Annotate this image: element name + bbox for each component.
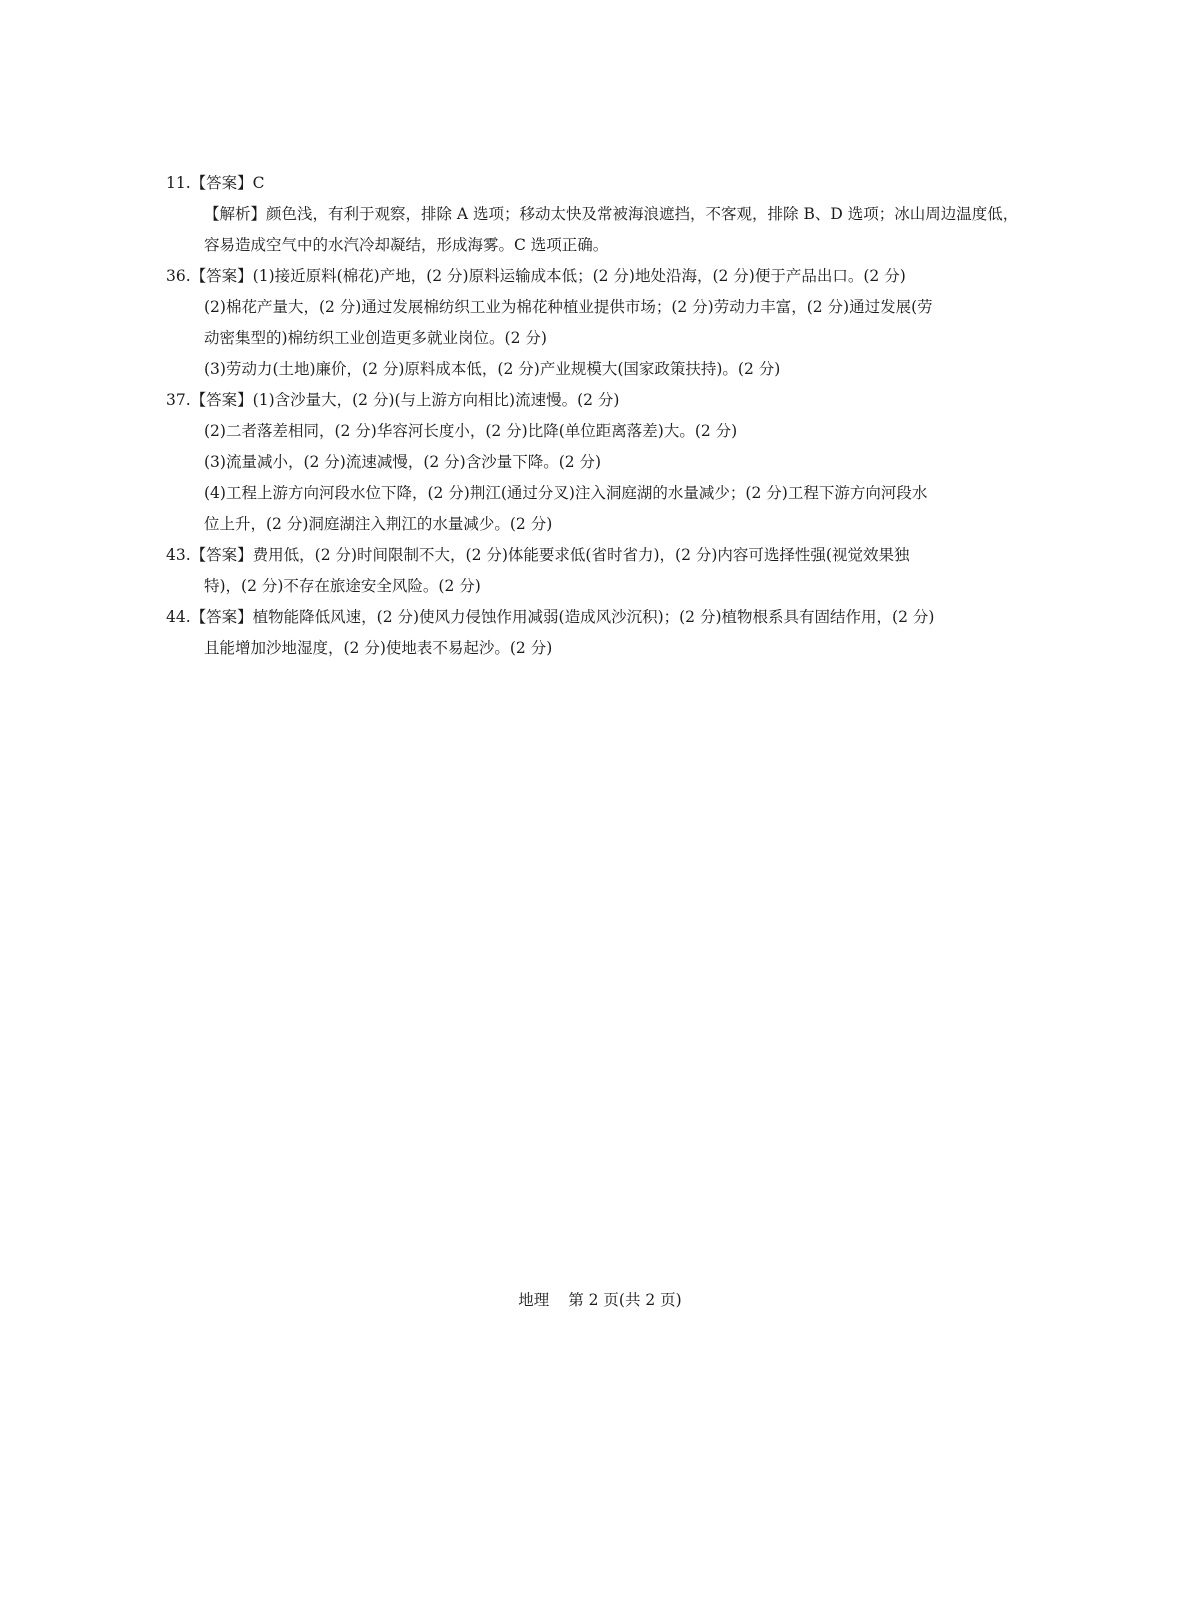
- answer-line: 【答案】费用低，(2 分)时间限制不大，(2 分)体能要求低(省时省力)，(2 分)内容可选择性强(视觉效果独: [190, 546, 910, 564]
- answer-line: 【答案】植物能降低风速，(2 分)使风力侵蚀作用减弱(造成风沙沉积)；(2 分)植物根系具有固结作用，(2 分): [190, 608, 935, 626]
- question-number: 43.: [166, 546, 191, 564]
- question-number: 11.: [166, 174, 191, 192]
- answer-line: 且能增加沙地湿度，(2 分)使地表不易起沙。(2 分): [204, 639, 553, 657]
- answer-line: (4)工程上游方向河段水位下降，(2 分)荆江(通过分叉)注入洞庭湖的水量减少；(2 分)工程下游方向河段水: [204, 484, 928, 502]
- answer-line: 【答案】C: [190, 174, 265, 192]
- answer-line: (2)棉花产量大，(2 分)通过发展棉纺织工业为棉花种植业提供市场；(2 分)劳动力丰富，(2 分)通过发展(劳: [204, 298, 933, 316]
- answer-item-11-analysis: [204, 199, 1019, 261]
- question-number: 36.: [166, 267, 191, 285]
- answer-item-43-continued: [204, 571, 956, 602]
- answer-line: 动密集型的)棉纺织工业创造更多就业岗位。(2 分): [204, 329, 547, 347]
- answer-key: [166, 168, 1019, 664]
- answer-line: 【答案】(1)接近原料(棉花)产地，(2 分)原料运输成本低；(2 分)地处沿海，(2 分)便于产品出口。(2 分): [190, 267, 906, 285]
- answer-line: (3)流量减小，(2 分)流速减慢，(2 分)含沙量下降。(2 分): [204, 453, 602, 471]
- answer-item-36-continued: [204, 292, 956, 385]
- answer-line: 特)，(2 分)不存在旅途安全风险。(2 分): [204, 577, 481, 595]
- answer-line: 位上升，(2 分)洞庭湖注入荆江的水量减少。(2 分): [204, 515, 553, 533]
- answer-line: (2)二者落差相同，(2 分)华容河长度小，(2 分)比降(单位距离落差)大。(2 分): [204, 422, 738, 440]
- analysis-line: 容易造成空气中的水汽冷却凝结，形成海雾。C 选项正确。: [204, 236, 609, 254]
- footer-page-number: 第 2 页(共 2 页): [568, 1291, 682, 1309]
- answer-item-37: [166, 385, 956, 416]
- question-number: 44.: [166, 608, 191, 626]
- answer-item-44: [166, 602, 956, 633]
- answer-item-44-continued: [204, 633, 956, 664]
- page-footer: [0, 1288, 1200, 1310]
- footer-subject: 地理: [518, 1291, 550, 1309]
- answer-item-11: [166, 168, 956, 199]
- answer-item-43: [166, 540, 956, 571]
- question-number: 37.: [166, 391, 191, 409]
- answer-item-36: [166, 261, 956, 292]
- answer-item-37-continued: [204, 416, 956, 540]
- answer-line: (3)劳动力(土地)廉价，(2 分)原料成本低，(2 分)产业规模大(国家政策扶持)。(2 分): [204, 360, 781, 378]
- answer-line: 【答案】(1)含沙量大，(2 分)(与上游方向相比)流速慢。(2 分): [190, 391, 620, 409]
- analysis-line: 【解析】颜色浅，有利于观察，排除 A 选项；移动太快及常被海浪遮挡，不客观，排除 B、D 选项；冰山周边温度低，: [204, 205, 1019, 223]
